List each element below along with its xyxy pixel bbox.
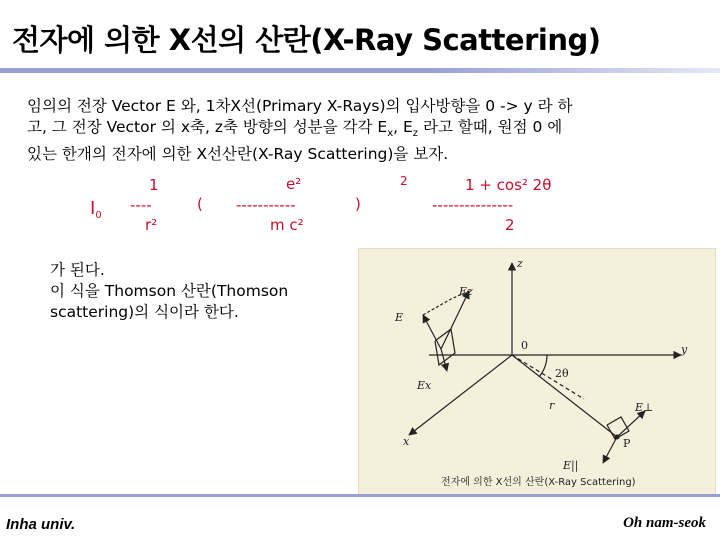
result-paragraph [50, 260, 288, 323]
term2-bar: ----------- [236, 196, 296, 214]
term2-numerator: e² [286, 175, 302, 193]
origin-box [435, 329, 455, 365]
label-angle: 2θ [555, 367, 569, 380]
term2-denominator: m c² [270, 216, 304, 234]
result-line-2: 이 식을 Thomson 산란(Thomson [50, 282, 289, 300]
subscript-z: z [412, 128, 419, 139]
point-p [615, 435, 620, 440]
equation-power: 2 [400, 174, 408, 188]
title-underline [0, 68, 720, 73]
result-line-1: 가 된다. [50, 261, 105, 279]
term3-numerator: 1 + cos² 2θ [465, 176, 552, 194]
intro-line-3: 있는 한개의 전자에 의한 X선산란(X-Ray Scattering)을 보자. [27, 145, 449, 163]
x-axis [409, 355, 512, 435]
equation-lhs-symbol: I [90, 198, 96, 219]
label-ez: Ez [459, 285, 473, 298]
scattering-diagram [359, 249, 715, 494]
e-perp-arrow [617, 411, 645, 437]
label-y: y [681, 343, 688, 356]
label-r: r [549, 399, 555, 412]
intro-line-2 [27, 117, 677, 144]
equation-lhs-sub: 0 [95, 210, 102, 221]
intro-line-2-part-b: , E [393, 118, 413, 136]
intro-line-1: 임의의 전장 Vector E 와, 1차X선(Primary X-Rays)의 입사방향을 0 -> y 라 하 [27, 97, 573, 115]
e-parallel-arrow [603, 437, 617, 463]
dashed-x-projection [512, 355, 584, 399]
ez-arrow [441, 291, 469, 349]
footer-divider [0, 494, 720, 497]
figure-caption: 전자에 의한 X선의 산란(X-Ray Scattering) [441, 477, 636, 488]
label-ex: Ex [417, 379, 432, 392]
footer-author: Oh nam-seok [623, 515, 706, 531]
equation-lhs [90, 198, 102, 221]
term1-bar: ---- [130, 196, 152, 214]
label-p: P [623, 437, 631, 450]
label-z: z [517, 257, 523, 270]
subscript-x: x [387, 128, 394, 139]
intro-paragraph [27, 96, 677, 165]
footer-institution: Inha univ. [6, 516, 76, 533]
term3-bar: --------------- [432, 196, 514, 214]
scattering-figure [358, 248, 716, 495]
term1-denominator: r² [145, 216, 158, 234]
label-x: x [403, 435, 410, 448]
slide-title: 전자에 의한 X선의 산란(X-Ray Scattering) [12, 23, 601, 57]
e-vector-arrow [423, 315, 441, 349]
label-origin: 0 [521, 339, 528, 352]
result-line-3: scattering)의 식이라 한다. [50, 303, 239, 321]
equation-open-paren: ( [197, 195, 203, 213]
equation-close-paren: ) [355, 195, 361, 213]
term1-numerator: 1 [149, 176, 159, 194]
intro-line-2-part-c: 라고 할때, 원점 0 에 [418, 118, 563, 136]
intro-line-2-part-a: 고, 그 전장 Vector 의 x축, z축 방향의 성분을 각각 E [27, 118, 388, 136]
term3-denominator: 2 [505, 216, 515, 234]
label-e-perp: E⊥ [635, 401, 654, 414]
label-e-parallel: E|| [563, 459, 579, 472]
label-e: E [395, 311, 404, 324]
